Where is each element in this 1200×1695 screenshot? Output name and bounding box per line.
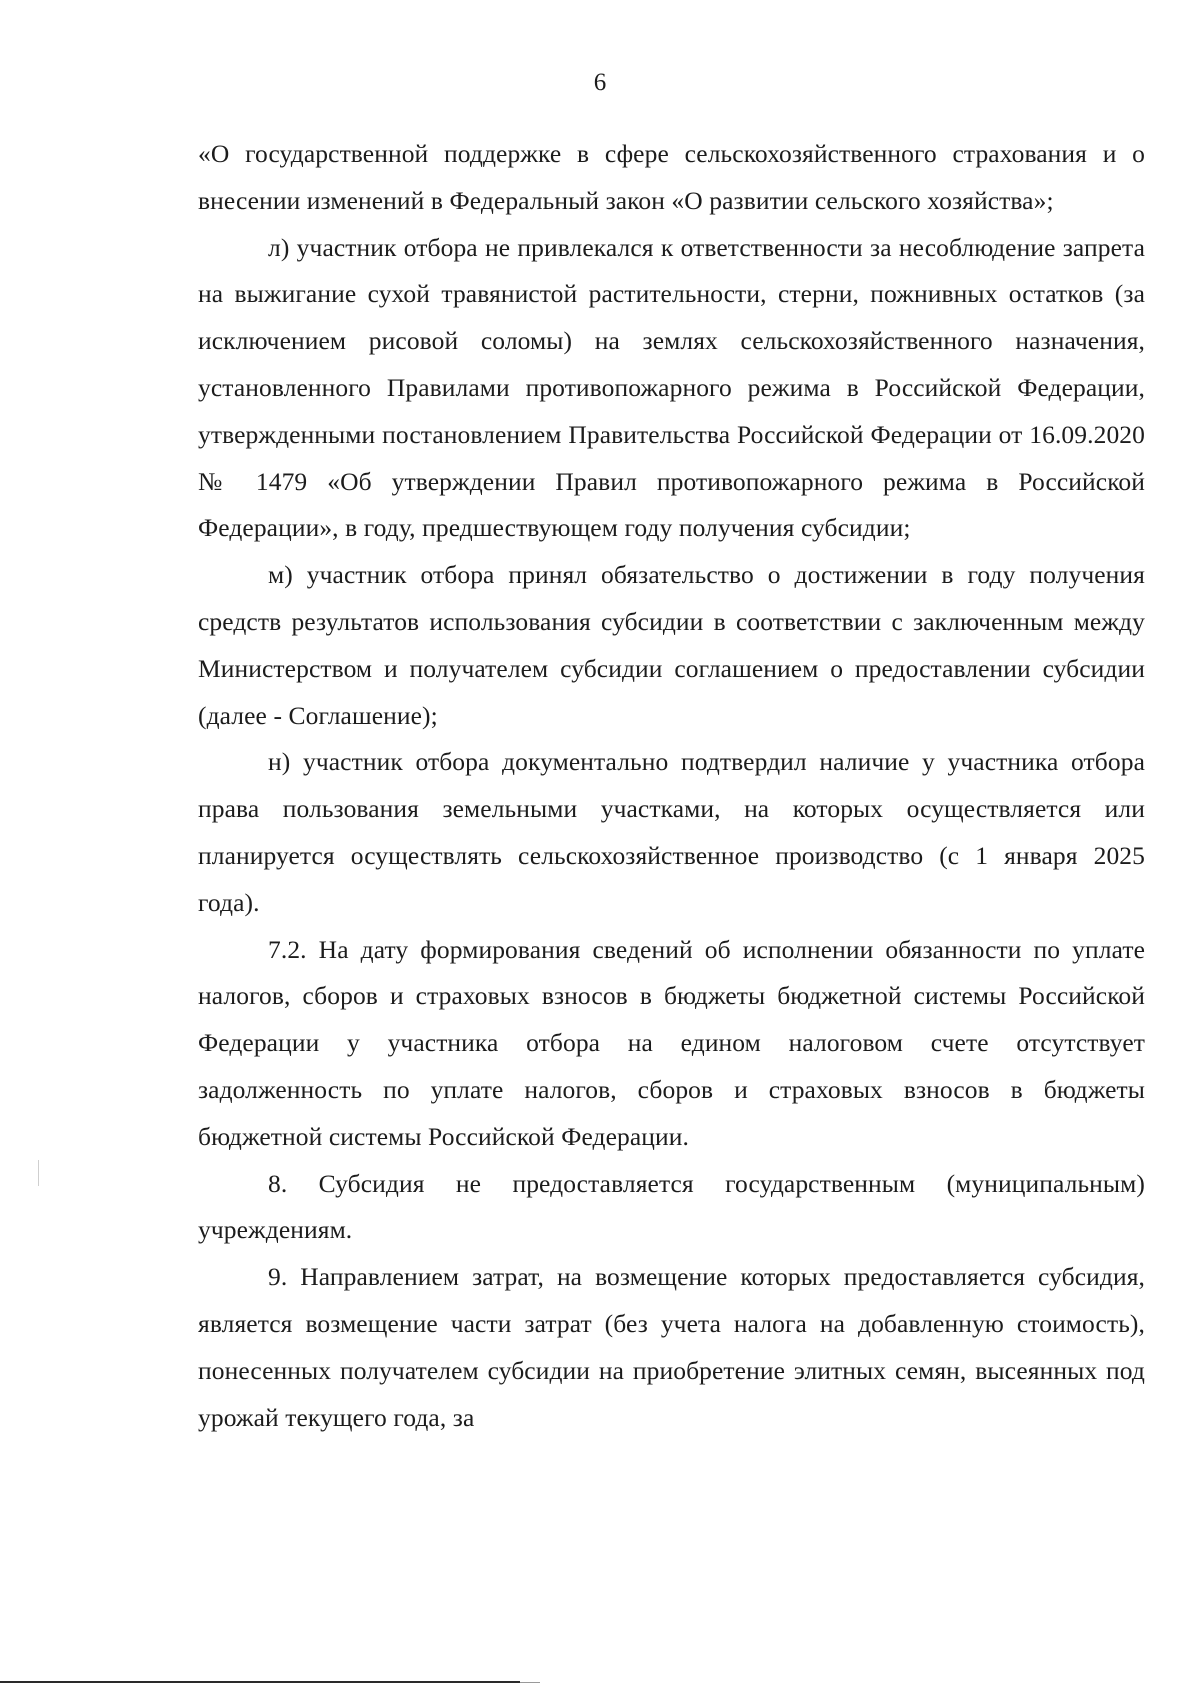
- document-body: [198, 131, 1145, 1441]
- bottom-rule: [0, 1681, 520, 1683]
- paragraph-clause-7-2: 7.2. На дату формирования сведений об исполнении обязанности по уплате налогов, сборов и страховых взносов в бюджеты бюджетной системы Российской Федерации у участника отбора на едином налоговом счете отсутствует задолженность по уплате налогов, сборов и страховых взносов в бюджеты бюджетной системы Российской Федерации.: [198, 934, 1145, 1151]
- paragraph-law-title-continuation: «О государственной поддержке в сфере сельскохозяйственного страхования и о внесении изменений в Федеральный закон «О развитии сельского хозяйства»;: [198, 139, 1145, 215]
- bottom-rule-tail: [520, 1682, 540, 1683]
- paragraph-clause-9: 9. Направлением затрат, на возмещение которых предоставляется субсидия, является возмещение части затрат (без учета налога на добавленную стоимость), понесенных получателем субсидии на приобретение элитных семян, высеянных под урожай текущего года, за: [198, 1262, 1145, 1432]
- page-number: 6: [593, 69, 607, 96]
- paragraph-item-n: н) участник отбора документально подтвердил наличие у участника отбора права пользования земельными участками, на которых осуществляется или планируется осуществлять сельскохозяйственное производство (с 1 января 2025 года).: [198, 747, 1145, 917]
- paragraph-item-l: л) участник отбора не привлекался к ответственности за несоблюдение запрета на выжигание сухой травянистой растительности, стерни, пожнивных остатков (за исключением рисовой соломы) на землях сельскохозяйственного назначения, установленного Правилами противопожарного режима в Российской Федерации, утвержденными постановлением Правительства Российской Федерации от 16.09.2020 № 1479 «Об утверждении Правил противопожарного режима в Российской Федерации», в году, предшествующем году получения субсидии;: [198, 232, 1145, 543]
- paragraph-clause-8: 8. Субсидия не предоставляется государственным (муниципальным) учреждениям.: [198, 1168, 1145, 1245]
- scan-margin-mark: [38, 1160, 39, 1186]
- paragraph-item-m: м) участник отбора принял обязательство о достижении в году получения средств результатов использования субсидии в соответствии с заключенным между Министерством и получателем субсидии соглашением о предоставлении субсидии (далее - Соглашение);: [198, 560, 1145, 730]
